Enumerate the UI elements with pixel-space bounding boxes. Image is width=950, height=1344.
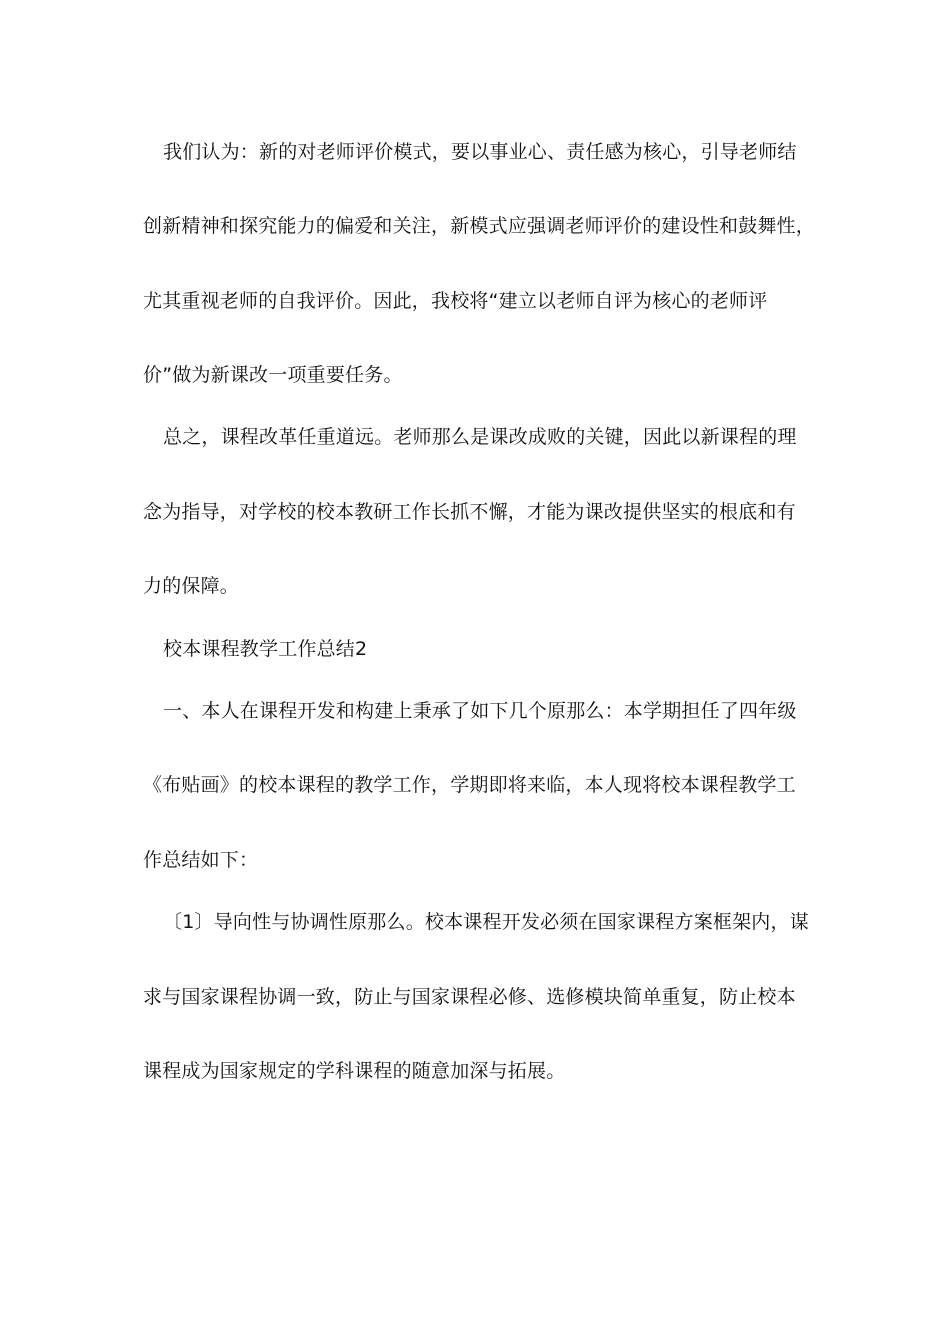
paragraph-1-line-2: 创新精神和探究能力的偏爱和关注，新模式应强调老师评价的建设性和鼓舞性，	[143, 215, 816, 237]
paragraph-3-line-3: 作总结如下：	[143, 849, 259, 871]
paragraph-3-line-1: 一、本人在课程开发和构建上秉承了如下几个原那么：本学期担任了四年级	[163, 700, 797, 722]
paragraph-3-line-2: 《布贴画》的校本课程的教学工作，学期即将来临，本人现将校本课程教学工	[143, 774, 796, 796]
paragraph-2-line-3: 力的保障。	[143, 575, 240, 597]
paragraph-1-line-4: 价”做为新课改一项重要任务。	[143, 364, 403, 386]
paragraph-2-line-1: 总之，课程改革任重道远。老师那么是课改成败的关键，因此以新课程的理	[163, 426, 797, 448]
paragraph-4-line-3: 课程成为国家规定的学科课程的随意加深与拓展。	[143, 1060, 566, 1082]
paragraph-4-line-1: 〔1〕导向性与协调性原那么。校本课程开发必须在国家课程方案框架内，谋	[163, 911, 809, 933]
paragraph-2-line-2: 念为指导，对学校的校本教研工作长抓不懈，才能为课改提供坚实的根底和有	[143, 501, 796, 523]
paragraph-1-line-3: 尤其重视老师的自我评价。因此，我校将“建立以老师自评为核心的老师评	[143, 290, 768, 312]
section-heading: 校本课程教学工作总结2	[163, 638, 368, 660]
paragraph-4-line-2: 求与国家课程协调一致，防止与国家课程必修、选修模块简单重复，防止校本	[143, 986, 796, 1008]
paragraph-1-line-1: 我们认为：新的对老师评价模式，要以事业心、责任感为核心，引导老师结	[163, 141, 797, 163]
